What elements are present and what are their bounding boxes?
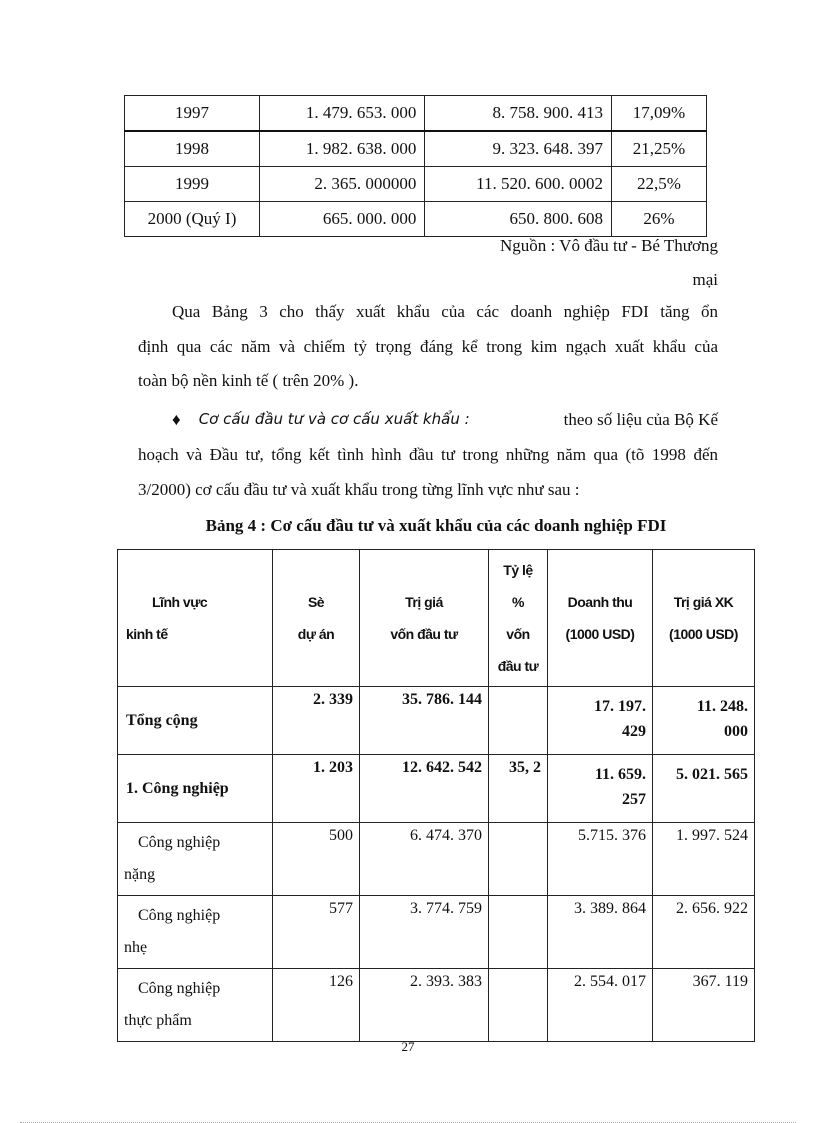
projects-cell: 577 — [273, 896, 360, 969]
year-cell: 1997 — [125, 96, 260, 132]
percent-cell: 26% — [612, 202, 707, 237]
export-cell — [653, 755, 755, 823]
header-sector — [118, 550, 273, 687]
sector-cell: Tổng cộng — [118, 687, 273, 755]
ratio-cell — [489, 687, 548, 755]
header-capital — [360, 550, 489, 687]
total-cell: 11. 520. 600. 0002 — [425, 167, 612, 202]
ratio-cell — [489, 823, 548, 896]
export-cell: 1. 479. 653. 000 — [260, 96, 425, 132]
ratio-cell — [489, 969, 548, 1042]
investment-structure-table — [117, 549, 755, 1042]
table-caption: Bảng 4 : Cơ cấu đầu tư và xuất khẩu của các doanh nghiệp FDI — [205, 516, 667, 535]
header-text: Trị giá — [405, 594, 443, 610]
sector-name: Công nghiệp — [138, 907, 221, 924]
revenue-cell: 5.715. 376 — [548, 823, 653, 896]
year-cell: 1998 — [125, 131, 260, 167]
sector-cell — [118, 896, 273, 969]
source-note: Nguồn : Vô đầu tư - Bé Thương — [499, 236, 718, 255]
header-text: dự án — [297, 626, 335, 642]
header-text: (1000 USD) — [565, 626, 635, 642]
export-cell: 665. 000. 000 — [260, 202, 425, 237]
sector-cell: 1. Công nghiệp — [118, 755, 273, 823]
year-cell: 2000 (Quý I) — [125, 202, 260, 237]
header-projects — [273, 550, 360, 687]
header-text: kinh tế — [126, 626, 168, 642]
sector-name: Công nghiệp — [138, 980, 221, 997]
header-row — [118, 550, 755, 687]
header-text: (1000 USD) — [669, 626, 738, 642]
export-cell: 2. 365. 000000 — [260, 167, 425, 202]
revenue-value-continued: 257 — [622, 791, 646, 808]
paragraph-line: toàn bộ nền kinh tế ( trên 20% ). — [138, 371, 359, 390]
table-row — [118, 687, 755, 755]
sector-cell — [118, 969, 273, 1042]
table-row — [118, 823, 755, 896]
paragraph-text: theo số liệu của Bộ Kế — [563, 410, 718, 429]
percent-cell: 22,5% — [612, 167, 707, 202]
header-ratio — [489, 550, 548, 687]
bullet-paragraph-line — [172, 410, 718, 430]
header-text: Trị giá XK — [673, 594, 734, 610]
paragraph-line: 3/2000) cơ cấu đầu tư và xuất khẩu trong từng lĩnh vực như sau : — [138, 480, 580, 499]
revenue-value: 11. 659. — [594, 766, 646, 783]
projects-cell: 500 — [273, 823, 360, 896]
export-cell: 1. 982. 638. 000 — [260, 131, 425, 167]
header-text: đầu tư — [497, 658, 539, 674]
italic-heading: Cơ cấu đầu tư và cơ cấu xuất khẩu : — [198, 410, 470, 428]
export-table — [124, 95, 707, 237]
export-cell: 2. 656. 922 — [653, 896, 755, 969]
projects-cell: 2. 339 — [273, 687, 360, 755]
export-cell: 367. 119 — [653, 969, 755, 1042]
percent-cell: 17,09% — [612, 96, 707, 132]
paragraph-line: Qua Bảng 3 cho thấy xuất khẩu của các doanh nghiệp FDI tăng ổn — [172, 302, 718, 321]
total-cell: 9. 323. 648. 397 — [425, 131, 612, 167]
capital-cell: 2. 393. 383 — [360, 969, 489, 1042]
export-value: 11. 248. — [696, 698, 748, 715]
header-text: Sè — [307, 594, 325, 610]
header-text: Doanh thu — [567, 594, 633, 610]
table-row — [118, 755, 755, 823]
revenue-cell — [548, 755, 653, 823]
bullet-icon: ♦ — [172, 410, 181, 429]
sector-name-continued: nhẹ — [124, 939, 148, 956]
paragraph-line: hoạch và Đầu tư, tổng kết tình hình đầu tư trong những năm qua (tõ 1998 đến — [138, 445, 718, 464]
percent-cell: 21,25% — [612, 131, 707, 167]
table-row — [125, 167, 707, 202]
total-cell: 650. 800. 608 — [425, 202, 612, 237]
header-text: Lĩnh vực — [152, 594, 208, 610]
table-row — [118, 896, 755, 969]
ratio-cell: 35, 2 — [489, 755, 548, 823]
header-export-value — [653, 550, 755, 687]
paragraph-line: định qua các năm và chiếm tỷ trọng đáng kể trong kim ngạch xuất khẩu của — [138, 337, 718, 356]
capital-cell: 35. 786. 144 — [360, 687, 489, 755]
header-text: vốn đầu tư — [390, 626, 458, 642]
table-row — [125, 202, 707, 237]
header-text: % — [512, 594, 524, 610]
capital-cell: 3. 774. 759 — [360, 896, 489, 969]
source-note-continued: mại — [692, 270, 718, 289]
revenue-cell: 3. 389. 864 — [548, 896, 653, 969]
export-value: 5. 021. 565 — [676, 766, 748, 783]
revenue-cell: 2. 554. 017 — [548, 969, 653, 1042]
year-cell: 1999 — [125, 167, 260, 202]
capital-cell: 12. 642. 542 — [360, 755, 489, 823]
table-row — [125, 131, 707, 167]
ratio-cell — [489, 896, 548, 969]
export-cell — [653, 687, 755, 755]
revenue-value-continued: 429 — [622, 723, 646, 740]
projects-cell: 126 — [273, 969, 360, 1042]
sector-name: Công nghiệp — [138, 834, 221, 851]
header-text: Tỷ lệ — [503, 562, 533, 578]
revenue-value: 17. 197. — [594, 698, 646, 715]
table-row — [125, 96, 707, 132]
revenue-cell — [548, 687, 653, 755]
header-revenue — [548, 550, 653, 687]
projects-cell: 1. 203 — [273, 755, 360, 823]
export-value-continued: 000 — [724, 723, 748, 740]
sector-name-continued: thực phẩm — [124, 1012, 192, 1029]
total-cell: 8. 758. 900. 413 — [425, 96, 612, 132]
table-row — [118, 969, 755, 1042]
page-number: 27 — [401, 1039, 415, 1054]
export-cell: 1. 997. 524 — [653, 823, 755, 896]
sector-name-continued: nặng — [124, 866, 156, 883]
header-text: vốn — [506, 626, 530, 642]
sector-cell — [118, 823, 273, 896]
capital-cell: 6. 474. 370 — [360, 823, 489, 896]
